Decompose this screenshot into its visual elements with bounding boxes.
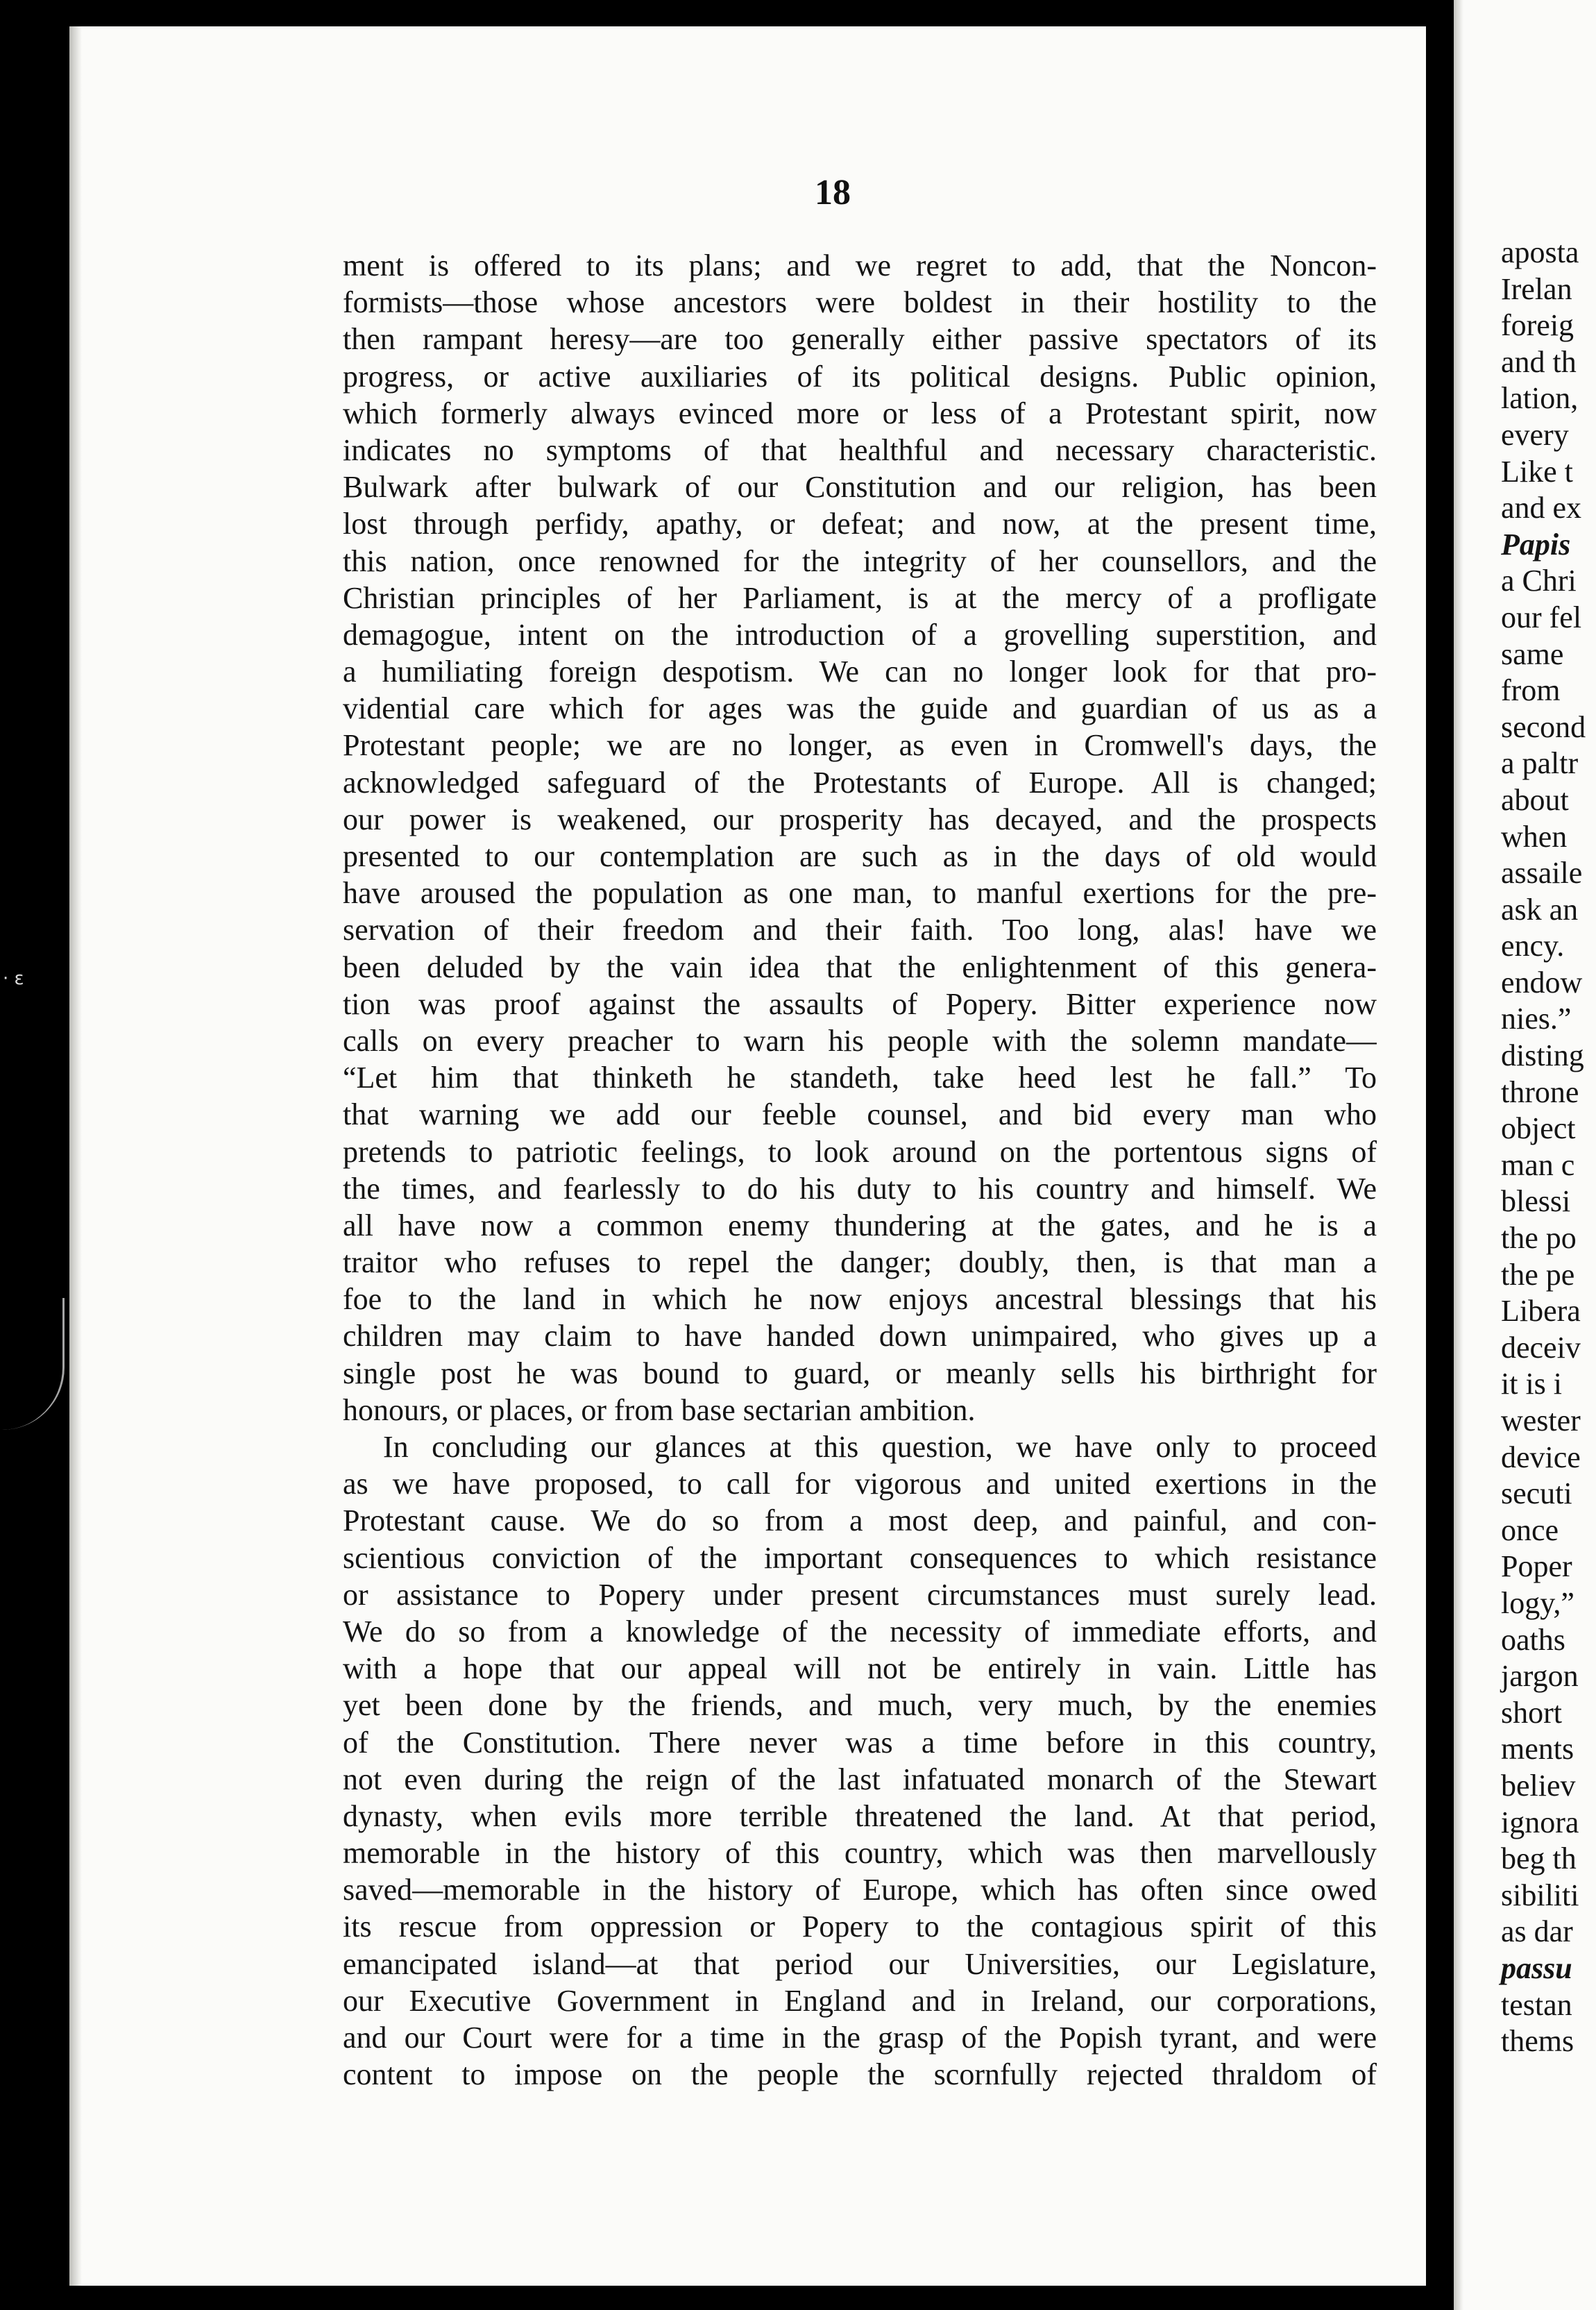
text-line: presented to our contemplation are such as in the days of old would [343,839,1377,873]
facing-text-line: the po [1501,1221,1577,1256]
page-number: 18 [815,173,851,212]
facing-text-line: short [1501,1695,1562,1730]
text-line: dynasty, when evils more terrible threatened the land. At that period, [343,1798,1377,1833]
text-line: formists—those whose ancestors were boldest in their hostility to the [343,285,1377,320]
facing-page-text-block [1501,235,1596,2060]
text-line: lost through perfidy, apathy, or defeat; and now, at the present time, [343,507,1377,541]
facing-text-line: as dar [1501,1914,1573,1949]
text-line: the times, and fearlessly to do his duty to his country and himself. We [343,1171,1377,1206]
facing-text-line: Irelan [1501,271,1572,306]
text-line: or assistance to Popery under present circumstances must surely lead. [343,1577,1377,1612]
facing-text-line: when [1501,819,1568,854]
facing-text-line: sibiliti [1501,1878,1579,1912]
margin-mark: · ε [3,968,24,989]
text-line: been deluded by the vain idea that the enlightenment of this genera- [343,950,1377,984]
main-text-block [343,247,1377,2093]
text-line: vidential care which for ages was the guide and guardian of us as a [343,691,1377,726]
text-line: tion was proof against the assaults of Popery. Bitter experience now [343,986,1377,1021]
text-line: Christian principles of her Parliament, is at the mercy of a profligate [343,580,1377,615]
facing-text-line: and ex [1501,491,1582,525]
facing-text-line: Like t [1501,454,1573,489]
text-line: single post he was bound to guard, or meanly sells his birthright for [343,1356,1377,1390]
text-line: as we have proposed, to call for vigorous and united exertions in the [343,1467,1377,1501]
facing-text-line: ignora [1501,1805,1579,1839]
text-line: content to impose on the people the scornfully rejected thraldom of [343,2057,1377,2092]
facing-text-line: logy,” [1501,1585,1574,1620]
text-line: our power is weakened, our prosperity has decayed, and the prospects [343,802,1377,836]
text-line: children may claim to have handed down unimpaired, who gives up a [343,1319,1377,1354]
facing-text-line: Poper [1501,1549,1572,1584]
text-line: indicates no symptoms of that healthful and necessary characteristic. [343,432,1377,467]
facing-text-line: aposta [1501,235,1579,269]
text-line: calls on every preacher to warn his people with the solemn mandate— [343,1023,1377,1058]
facing-text-line: nies.” [1501,1002,1572,1036]
facing-text-line: and th [1501,344,1577,379]
facing-text-line: man c [1501,1147,1575,1182]
text-line: this nation, once renowned for the integrity of her counsellors, and the [343,543,1377,578]
facing-text-line: second [1501,709,1586,744]
text-line: We do so from a knowledge of the necessity of immediate efforts, and [343,1614,1377,1649]
facing-text-line: device [1501,1440,1581,1474]
facing-text-line: our fel [1501,600,1582,634]
text-line: honours, or places, or from base sectarian ambition. [343,1392,976,1427]
text-line: not even during the reign of the last infatuated monarch of the Stewart [343,1762,1377,1796]
text-line: of the Constitution. There never was a time before in this country, [343,1725,1377,1760]
text-line: demagogue, intent on the introduction of a grovelling superstition, and [343,617,1377,652]
text-line: progress, or active auxiliaries of its political designs. Public opinion, [343,359,1377,394]
facing-text-line: endow [1501,965,1583,1000]
facing-text-line: jargon [1501,1659,1579,1694]
facing-text-line: secuti [1501,1476,1572,1511]
facing-text-line: blessi [1501,1184,1571,1219]
text-line: Protestant cause. We do so from a most deep, and painful, and con- [343,1503,1377,1538]
facing-text-line: believ [1501,1768,1576,1803]
facing-text-line: every [1501,417,1569,452]
text-line: and our Court were for a time in the grasp of the Popish tyrant, and were [343,2021,1377,2055]
facing-text-line: from [1501,673,1561,708]
facing-text-line: once [1501,1512,1559,1547]
text-line: a humiliating foreign despotism. We can no longer look for that pro- [343,655,1377,689]
facing-text-line: ask an [1501,892,1579,927]
text-line: its rescue from oppression or Popery to the contagious spirit of this [343,1909,1377,1944]
facing-text-line: Papis [1501,527,1571,562]
facing-text-line: deceiv [1501,1330,1581,1365]
facing-text-line: object [1501,1111,1576,1146]
facing-text-line: same [1501,636,1564,671]
text-line: Bulwark after bulwark of our Constitution and our religion, has been [343,470,1377,505]
text-line: foe to the land in which he now enjoys ancestral blessings that his [343,1282,1377,1317]
facing-text-line: passu [1501,1950,1572,1985]
text-line: then rampant heresy—are too generally either passive spectators of its [343,322,1377,357]
text-line: yet been done by the friends, and much, very much, by the enemies [343,1688,1377,1723]
facing-text-line: about [1501,782,1569,817]
facing-text-line: oaths [1501,1622,1565,1657]
facing-text-line: testan [1501,1987,1572,2022]
facing-text-line: foreig [1501,308,1574,343]
facing-text-line: disting [1501,1038,1584,1073]
facing-text-line: beg th [1501,1841,1577,1876]
text-line: emancipated island—at that period our Universities, our Legislature, [343,1946,1377,1981]
text-line: memorable in the history of this country, which was then marvellously [343,1836,1377,1871]
facing-text-line: throne [1501,1074,1579,1109]
facing-text-line: a Chri [1501,564,1577,598]
text-line: servation of their freedom and their faith. Too long, alas! have we [343,913,1377,947]
text-line: our Executive Government in England and in Ireland, our corporations, [343,1983,1377,2018]
facing-text-line: wester [1501,1403,1581,1438]
facing-text-line: the pe [1501,1257,1575,1292]
facing-text-line: ments [1501,1732,1574,1767]
text-line: ment is offered to its plans; and we regret to add, that the Noncon- [343,248,1377,283]
text-line: “Let him that thinketh he standeth, take heed lest he fall.” To [343,1061,1377,1095]
facing-text-line: Libera [1501,1294,1581,1329]
facing-text-line: ency. [1501,929,1565,963]
binding-curve [0,1298,65,1430]
facing-text-line: thems [1501,2024,1574,2059]
text-line: scientious conviction of the important consequences to which resistance [343,1540,1377,1575]
text-line: In concluding our glances at this question, we have only to proceed [383,1430,1377,1464]
text-line: which formerly always evinced more or less of a Protestant spirit, now [343,396,1377,430]
facing-text-line: assaile [1501,856,1583,891]
text-line: pretends to patriotic feelings, to look around on the portentous signs of [343,1134,1377,1169]
text-line: Protestant people; we are no longer, as even in Cromwell's days, the [343,728,1377,763]
text-line: traitor who refuses to repel the danger; doubly, then, is that man a [343,1245,1377,1280]
text-line: with a hope that our appeal will not be entirely in vain. Little has [343,1651,1377,1686]
text-line: saved—memorable in the history of Europe, which has often since owed [343,1873,1377,1907]
facing-text-line: lation, [1501,381,1579,416]
facing-text-line: a paltr [1501,746,1579,781]
text-line: all have now a common enemy thundering at the gates, and he is a [343,1208,1377,1242]
text-line: acknowledged safeguard of the Protestants of Europe. All is changed; [343,765,1377,800]
facing-text-line: it is i [1501,1367,1563,1401]
text-line: that warning we add our feeble counsel, and bid every man who [343,1097,1377,1132]
text-line: have aroused the population as one man, to manful exertions for the pre- [343,876,1377,911]
